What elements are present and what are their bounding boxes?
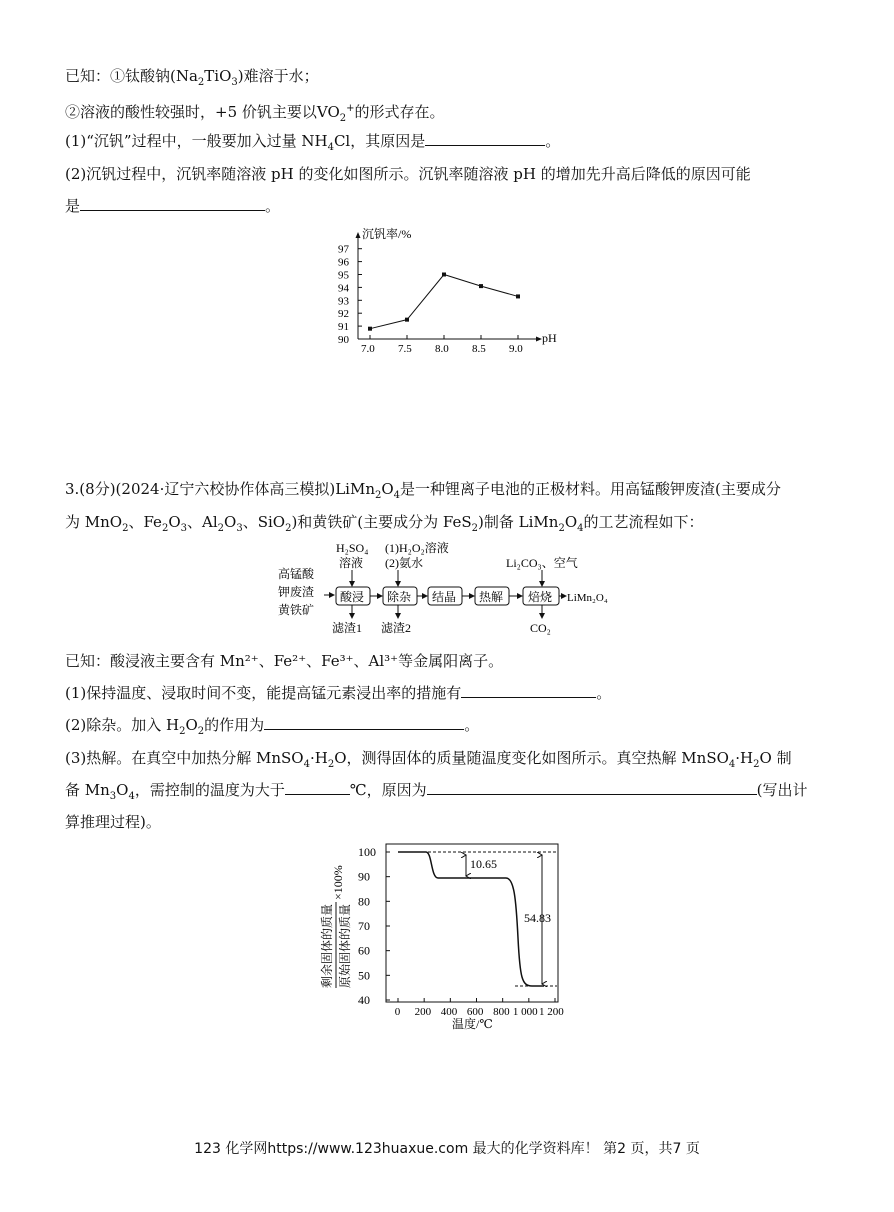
known-line-2: ②溶液的酸性较强时，+5 价钒主要以$VO_2^+$的形式存在。 (65, 103, 445, 124)
chart2-xtick-label: 600 (466, 1006, 484, 1018)
flow-step-calcine: 焙烧 (528, 590, 553, 604)
part-3-line-3: 算推理过程)。 (65, 813, 161, 831)
flow-residue-2: 滤渣2 (381, 621, 412, 635)
answer-blank[interactable] (264, 715, 464, 730)
part-2: (2)除杂。加入 $H_2O_2$的作用为 。 (65, 716, 480, 737)
flow-reagent-1a: H₂SO₄ (336, 541, 369, 555)
chart1-data-point (516, 294, 520, 298)
flow-step-pyrolysis: 热解 (479, 590, 504, 604)
flow-step-acid-leach: 酸浸 (340, 590, 365, 604)
known-line-3: 已知：酸浸液主要含有 Mn²⁺、Fe²⁺、Fe³⁺、Al³⁺等金属阳离子。 (65, 652, 504, 670)
chart1-xtick-label: 9.0 (509, 343, 523, 355)
flow-co2: CO₂ (530, 621, 551, 635)
answer-blank[interactable] (425, 131, 545, 146)
chart1-ytick-label: 95 (338, 269, 349, 282)
chart1-ytick-label: 96 (338, 256, 349, 269)
vanadium-precipitation-chart (330, 222, 570, 357)
chart1-xlabel: pH (542, 331, 557, 345)
flow-step-purify: 除杂 (387, 590, 412, 604)
chart2-ylabel-denominator: 原始固体的质量 (338, 903, 352, 988)
chart2-xtick-label: 800 (493, 1006, 510, 1018)
chart2-xtick-label: 1 200 (539, 1006, 564, 1018)
flow-step-crystallize: 结晶 (432, 590, 457, 604)
question-2-line-2: 是 。 (65, 197, 281, 215)
chart2-ytick-label: 70 (358, 919, 370, 933)
mass-vs-temperature-chart (310, 838, 590, 1034)
answer-blank[interactable] (427, 780, 757, 795)
known-line-1: 已知：①钛酸钠$(Na_2TiO_3)$难溶于水； (65, 67, 319, 88)
answer-blank[interactable] (461, 683, 596, 698)
chart2-xtick-label: 1 000 (512, 1006, 538, 1018)
chart2-ytick-label: 80 (358, 894, 370, 909)
chart2-ylabel-multiplier: ×100% (331, 865, 345, 900)
part-1: (1)保持温度、浸取时间不变，能提高锰元素浸出率的措施有 。 (65, 684, 612, 702)
answer-blank[interactable] (285, 780, 350, 795)
flow-residue-1: 滤渣1 (332, 621, 363, 635)
part-3-line-2: 备 $Mn_3O_4$，需控制的温度为大于 ℃，原因为 (写出计 (65, 781, 808, 802)
flow-reagent-2a: (1)H₂O₂溶液 (385, 541, 449, 555)
part-3-line-1: (3)热解。在真空中加热分解 $MnSO_4\cdot H_2O$，测得固体的质量随温度变化如图所示。真空热解 $MnSO_4\cdot H_2O$ 制 (65, 749, 792, 770)
process-flowchart (270, 538, 630, 642)
chart1-xtick-label: 8.0 (435, 343, 449, 355)
flow-reagent-1b: 溶液 (339, 556, 364, 570)
chart1-data-point (368, 327, 372, 331)
chart2-xlabel: 温度/℃ (452, 1017, 493, 1031)
chart1-data-point (479, 284, 483, 288)
chart2-xtick-label: 200 (414, 1006, 432, 1018)
chart2-xtick-label: 0 (394, 1006, 401, 1018)
flow-input-2: 钾废渣 (278, 585, 315, 599)
chart1-ylabel: 沉钒率/% (362, 227, 412, 241)
flow-reagent-2b: (2)氨水 (385, 556, 423, 570)
mass-curve (398, 852, 544, 986)
question-2-line-1: (2)沉钒过程中，沉钒率随溶液 pH 的变化如图所示。沉钒率随溶液 pH 的增加先升高后降低的原因可能 (65, 165, 751, 183)
flow-input-3: 黄铁矿 (278, 603, 315, 617)
chart1-xtick-label: 7.5 (398, 343, 412, 355)
annotation-10-65: 10.65 (470, 857, 497, 871)
chart2-ylabel-numerator: 剩余固体的质量 (320, 903, 334, 988)
chart1-ytick-label: 90 (338, 334, 349, 346)
chart2-xtick-label: 400 (440, 1006, 458, 1018)
chart2-ytick-label: 60 (358, 943, 370, 958)
chart1-xtick-label: 7.0 (361, 343, 375, 355)
page-footer: 123 化学网https://www.123huaxue.com 最大的化学资料库！ 第2 页，共7 页 (194, 1141, 700, 1157)
chart1-ytick-label: 97 (338, 243, 349, 256)
chart2-ytick-label: 40 (358, 993, 370, 1007)
question-3-line-1: 3.(8分)(2024·辽宁六校协作体高三模拟)$LiMn_2O_4$是一种锂离子电池的正极材料。用高锰酸钾废渣(主要成分 (65, 480, 781, 501)
question-3-line-2: 为 MnO$_2$、$Fe_2O_3$、$Al_2O_3$、SiO$_2$)和黄铁矿(主要成分为 FeS$_2$)制备 $LiMn_2O_4$的工艺流程如下： (65, 513, 704, 534)
chart1-xtick-label: 8.5 (472, 343, 486, 355)
chart2-ytick-label: 100 (358, 845, 376, 859)
answer-blank[interactable] (80, 196, 265, 211)
chart2-ytick-label: 90 (358, 869, 370, 884)
chart1-ytick-label: 93 (338, 295, 349, 308)
flow-reagent-3: Li₂CO₃、空气 (506, 556, 578, 570)
chart2-ytick-label: 50 (358, 968, 370, 983)
chart1-ytick-label: 92 (338, 308, 349, 321)
chart1-data-point (442, 273, 446, 277)
flow-input-1: 高锰酸 (278, 567, 315, 581)
chart1-ytick-label: 91 (338, 321, 349, 334)
chart1-ytick-label: 94 (338, 282, 349, 295)
annotation-54-83: 54.83 (524, 911, 551, 925)
chart1-data-point (405, 318, 409, 322)
flow-product: LiMn₂O₄ (567, 592, 608, 604)
question-1: (1)“沉钒”过程中，一般要加入过量 $NH_4Cl$，其原因是 。 (65, 132, 561, 153)
